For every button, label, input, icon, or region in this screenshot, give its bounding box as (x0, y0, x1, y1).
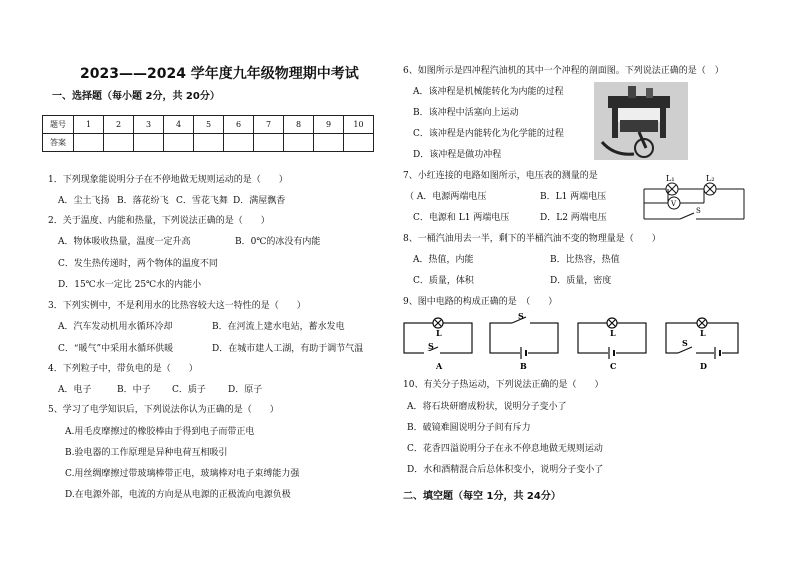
option: B．在河流上建水电站，蓄水发电 (212, 322, 345, 332)
option: D.在电源外部，电流的方向是从电源的正极流向电源负极 (65, 490, 291, 500)
switch-label: S (428, 341, 434, 351)
option: D．满屋飘香 (233, 196, 286, 206)
answer-cell[interactable] (284, 134, 314, 152)
option: B．落花纷飞 (117, 196, 169, 206)
engine-cross-section-figure (594, 82, 688, 160)
table-cell-number: 4 (164, 116, 194, 134)
option: （ A．电源两端电压 (405, 192, 487, 202)
option: D．原子 (228, 385, 263, 395)
lamp-label: L (610, 328, 616, 338)
circuit-diagrams-q9 (402, 313, 748, 373)
option: D．L2 两端电压 (540, 213, 607, 223)
answer-cell[interactable] (134, 134, 164, 152)
option: B．0℃的冰没有内能 (235, 237, 321, 247)
option: B．破镜难圆说明分子间有斥力 (407, 423, 531, 433)
table-cell-number: 6 (224, 116, 254, 134)
option: A．该冲程是机械能转化为内能的过程 (413, 87, 564, 97)
option: A．热值，内能 (413, 255, 474, 265)
option: A．将石块研磨成粉状，说明分子变小了 (407, 402, 567, 412)
lamp-label: L (700, 328, 706, 338)
option: D．水和酒精混合后总体积变小，说明分子变小了 (407, 465, 604, 475)
table-answer-label: 答案 (43, 134, 74, 152)
option: C．电源和 L1 两端电压 (413, 213, 510, 223)
option: B．比热容，热值 (550, 255, 620, 265)
answer-cell[interactable] (104, 134, 134, 152)
option: B．该冲程中活塞向上运动 (413, 108, 519, 118)
answer-cell[interactable] (74, 134, 104, 152)
option: C．质量，体积 (413, 276, 474, 286)
option-label-d: D (700, 361, 707, 371)
question-9: 9、图中电路的构成正确的是 （ ） (403, 297, 558, 307)
option: C．“暖气”中采用水循环供暖 (58, 344, 174, 354)
switch-label: S (682, 338, 688, 348)
voltmeter-label: V (671, 200, 677, 208)
table-cell-number: 8 (284, 116, 314, 134)
question-3: 3．下列实例中，不是利用水的比热容较大这一特性的是（ ） (48, 301, 306, 311)
option: A．物体吸收热量，温度一定升高 (58, 237, 191, 247)
option: A．汽车发动机用水循环冷却 (58, 322, 173, 332)
option: D．在城市建人工湖，有助于调节气温 (212, 344, 364, 354)
table-cell-number: 7 (254, 116, 284, 134)
question-8: 8、一桶汽油用去一半，剩下的半桶汽油不变的物理量是（ ） (403, 234, 661, 244)
circuit-diagram-q7 (640, 173, 750, 225)
answer-cell[interactable] (224, 134, 254, 152)
option: B．L1 两端电压 (540, 192, 607, 202)
option: C．雪花飞舞 (176, 196, 228, 206)
option: B.验电器的工作原理是异种电荷互相吸引 (65, 448, 228, 458)
answer-cell[interactable] (344, 134, 374, 152)
table-cell-number: 1 (74, 116, 104, 134)
option-label-c: C (610, 361, 617, 371)
question-10: 10、有关分子热运动，下列说法正确的是（ ） (403, 380, 604, 390)
option: C．发生热传递时，两个物体的温度不同 (58, 259, 218, 269)
table-cell-number: 3 (134, 116, 164, 134)
answer-cell[interactable] (314, 134, 344, 152)
option: A．尘土飞扬 (58, 196, 110, 206)
table-header-label: 题号 (43, 116, 74, 134)
option: D．该冲程是做功冲程 (413, 150, 502, 160)
option: D．质量，密度 (550, 276, 612, 286)
section-heading-fill: 二、填空题（每空 1分，共 24分） (403, 491, 561, 502)
option: C.用丝绸摩擦过带玻璃棒带正电，玻璃棒对电子束缚能力强 (65, 469, 300, 479)
table-cell-number: 9 (314, 116, 344, 134)
lamp-l1-label: L₁ (666, 174, 675, 183)
option: A.用毛皮摩擦过的橡胶棒由于得到电子而带正电 (65, 427, 255, 437)
question-5: 5、学习了电学知识后，下列说法你认为正确的是（ ） (48, 405, 279, 415)
answer-cell[interactable] (194, 134, 224, 152)
answer-cell[interactable] (254, 134, 284, 152)
option-label-a: A (436, 361, 443, 371)
option: B．中子 (117, 385, 151, 395)
switch-label: S (518, 313, 524, 321)
switch-label: S (696, 207, 701, 215)
section-heading-choice: 一、选择题（每小题 2分，共 20分） (52, 91, 220, 102)
option: A．电子 (58, 385, 92, 395)
question-7: 7、小红连接的电路如图所示，电压表的测量的是 (403, 171, 598, 181)
question-1: 1．下列现象能说明分子在不停地做无规则运动的是（ ） (48, 175, 288, 185)
answer-table (42, 115, 374, 152)
page-title: 2023——2024 学年度九年级物理期中考试 (80, 66, 359, 82)
table-cell-number: 10 (344, 116, 374, 134)
option-label-b: B (520, 361, 527, 371)
table-cell-number: 2 (104, 116, 134, 134)
option: C．该冲程是内能转化为化学能的过程 (413, 129, 564, 139)
option: C．花香四溢说明分子在永不停息地做无规则运动 (407, 444, 603, 454)
option: D．15℃水一定比 25℃水的内能小 (58, 280, 202, 290)
question-6: 6、如图所示是四冲程汽油机的其中一个冲程的剖面图。下列说法正确的是（ ） (403, 66, 724, 76)
question-4: 4．下列粒子中，带负电的是（ ） (48, 364, 198, 374)
question-2: 2．关于温度、内能和热量，下列说法正确的是（ ） (48, 216, 270, 226)
lamp-l2-label: L₂ (706, 174, 715, 183)
option: C．质子 (172, 385, 206, 395)
answer-cell[interactable] (164, 134, 194, 152)
table-cell-number: 5 (194, 116, 224, 134)
lamp-label: L (436, 328, 442, 338)
